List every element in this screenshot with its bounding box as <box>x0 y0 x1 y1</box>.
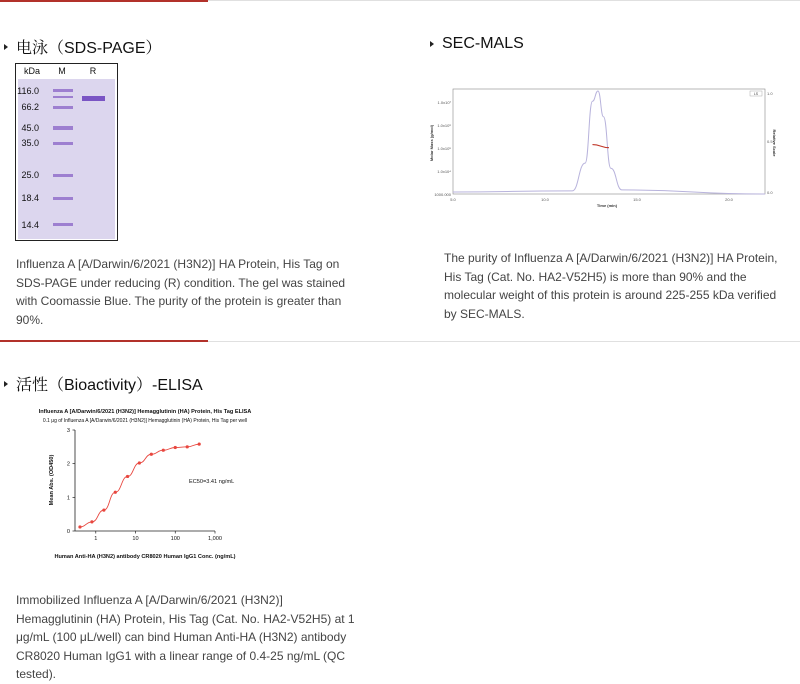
elisa-y-tick-label: 3 <box>66 428 70 434</box>
marker-band <box>53 106 73 109</box>
section-accent-elisa <box>0 340 208 342</box>
elisa-x-tick-label: 1,000 <box>208 536 222 542</box>
sec-mals-chart <box>425 83 775 209</box>
elisa-y-tick-label: 0 <box>66 529 70 535</box>
mals-y-tick: 1000.000 <box>434 192 451 197</box>
marker-label: 18.4 <box>21 193 39 203</box>
marker-label: 25.0 <box>21 170 39 180</box>
mals-x-tick: 10.0 <box>541 197 549 202</box>
elisa-heading <box>4 372 203 395</box>
marker-label: 14.4 <box>21 220 39 230</box>
elisa-data-point <box>186 445 189 448</box>
elisa-x-tick-label: 10 <box>132 536 139 542</box>
elisa-x-tick-label: 1 <box>94 536 98 542</box>
gel-header-reduced: R <box>89 66 97 76</box>
section-accent-sds <box>0 0 208 2</box>
elisa-data-point <box>114 491 117 494</box>
mals-y-tick: 1.0x10⁶ <box>437 123 451 128</box>
marker-label: 35.0 <box>21 138 39 148</box>
bullet-triangle-icon <box>430 41 434 47</box>
mals-y-right-label: Relative Scale <box>772 129 777 157</box>
elisa-data-point <box>102 509 105 512</box>
elisa-data-point <box>90 520 93 523</box>
marker-label: 66.2 <box>21 102 39 112</box>
elisa-fit-curve <box>80 444 199 527</box>
marker-band <box>53 174 73 177</box>
mals-x-tick: 5.0 <box>450 197 456 202</box>
elisa-data-point <box>198 443 201 446</box>
marker-label: 45.0 <box>21 123 39 133</box>
gel-header-marker: M <box>58 66 66 76</box>
mals-x-tick: 20.0 <box>725 197 733 202</box>
marker-band <box>53 197 73 200</box>
elisa-data-point <box>150 453 153 456</box>
elisa-x-label: Human Anti-HA (H3N2) antibody CR8020 Human IgG1 Conc. (ng/mL) <box>54 554 236 560</box>
mals-heading <box>430 35 524 53</box>
mals-y-label: Molar Mass (g/mol) <box>429 124 434 162</box>
mals-y-right-tick: 1.0 <box>767 91 773 96</box>
elisa-y-tick-label: 1 <box>66 495 70 502</box>
elisa-y-label: Mean Abs. (OD450) <box>49 454 55 506</box>
elisa-data-point <box>138 461 141 464</box>
elisa-data-point <box>162 449 165 452</box>
elisa-title: 活性（Bioactivity）-ELISA <box>16 377 203 394</box>
sds-page-gel-image <box>15 63 118 241</box>
elisa-annotation: EC50=3.41 ng/mL <box>189 479 235 485</box>
marker-band <box>53 223 73 226</box>
elisa-data-point <box>126 475 129 478</box>
bullet-triangle-icon <box>4 44 8 50</box>
mals-x-tick: 15.0 <box>633 197 641 202</box>
gel-header-kda: kDa <box>23 66 41 76</box>
elisa-data-point <box>78 525 81 528</box>
sample-band <box>82 96 105 101</box>
elisa-data-point <box>174 446 177 449</box>
marker-band <box>53 89 73 92</box>
elisa-description: Immobilized Influenza A [A/Darwin/6/2021 (H3N2)] Hemagglutinin (HA) Protein, His Tag (Cat. No. HA2-V52H5) at 1 μg/mL (100 μL/well) can bind Human Anti-HA (H3N2) antibody CR8020 Human IgG1 with a linear range of 0.4-25 ng/mL (QC tested). <box>16 593 355 681</box>
mals-x-label: Time (min) <box>596 203 618 208</box>
mals-legend-label: LS <box>753 92 759 96</box>
mals-y-tick: 1.0x10⁵ <box>437 146 451 151</box>
elisa-chart-subtitle: 0.1 μg of Influenza A [A/Darwin/6/2021 (H3N2)] Hemagglutinin (HA) Protein, His Tag per well <box>42 418 248 424</box>
elisa-x-tick-label: 100 <box>170 536 180 542</box>
marker-band <box>53 126 73 130</box>
sds-description: Influenza A [A/Darwin/6/2021 (H3N2)] HA Protein, His Tag on SDS-PAGE under reducing (R) condition. The gel was stained with Coomassie Blue. The purity of the protein is greater than 90%. <box>16 257 346 327</box>
elisa-chart-title: Influenza A [A/Darwin/6/2021 (H3N2)] Hemagglutinin (HA) Protein, His Tag ELISA <box>38 409 252 415</box>
bullet-triangle-icon <box>4 381 8 387</box>
mals-description: The purity of Influenza A [A/Darwin/6/2021 (H3N2)] HA Protein, His Tag (Cat. No. HA2-V52H5) is more than 90% and the molecular weight of this protein is around 225-255 kDa verified by SEC-MALS. <box>444 251 778 321</box>
sds-title: 电泳（SDS-PAGE） <box>16 40 162 57</box>
mals-y-right-tick: 0.5 <box>767 139 773 144</box>
marker-band <box>53 142 73 145</box>
elisa-y-tick-label: 2 <box>66 461 70 468</box>
marker-band <box>53 96 73 98</box>
elisa-chart <box>15 402 295 570</box>
mals-y-tick: 1.0x10⁷ <box>437 100 451 105</box>
mals-y-right-tick: 0.0 <box>767 190 773 195</box>
marker-label: 116.0 <box>17 86 39 96</box>
mals-y-tick: 1.0x10⁴ <box>437 169 451 174</box>
sds-heading <box>4 35 162 58</box>
mals-title: SEC-MALS <box>442 35 524 52</box>
